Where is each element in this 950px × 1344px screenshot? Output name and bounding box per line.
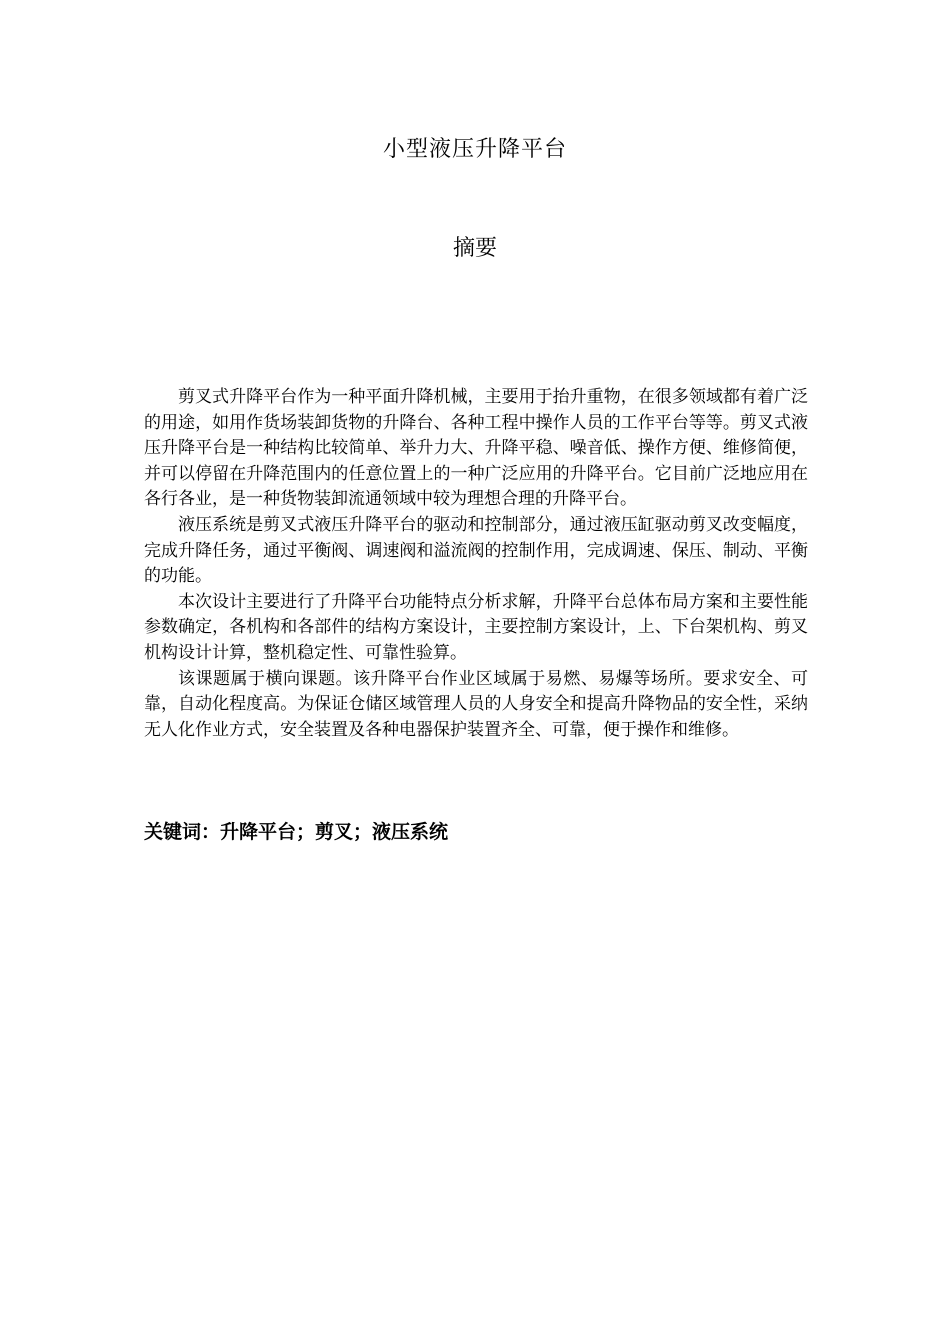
abstract-paragraph-1: 剪叉式升降平台作为一种平面升降机械，主要用于抬升重物，在很多领域都有着广泛的用途，如用作货场装卸货物的升降台、各种工程中操作人员的工作平台等等。剪叉式液压升降平台是一种结构比较简单、举升力大、升降平稳、噪音低、操作方便、维修简便，并可以停留在升降范围内的任意位置上的一种广泛应用的升降平台。它目前广泛地应用在各行各业，是一种货物装卸流通领域中较为理想合理的升降平台。 <box>144 387 808 510</box>
abstract-paragraph-4: 该课题属于横向课题。该升降平台作业区域属于易燃、易爆等场所。要求安全、可靠，自动化程度高。为保证仓储区域管理人员的人身安全和提高升降物品的安全性，采纳无人化作业方式，安全装置及各种电器保护装置齐全、可靠，便于操作和维修。 <box>144 668 808 740</box>
abstract-body <box>144 385 808 743</box>
page-title: 小型液压升降平台 <box>382 137 567 162</box>
keywords-line: 关键词：升降平台；剪叉；液压系统 <box>144 821 449 843</box>
abstract-heading: 摘要 <box>452 236 497 261</box>
abstract-paragraph-2: 液压系统是剪叉式液压升降平台的驱动和控制部分，通过液压缸驱动剪叉改变幅度，完成升降任务，通过平衡阀、调速阀和溢流阀的控制作用，完成调速、保压、制动、平衡的功能。 <box>144 514 808 587</box>
abstract-paragraph-3: 本次设计主要进行了升降平台功能特点分析求解，升降平台总体布局方案和主要性能参数确定，各机构和各部件的结构方案设计，主要控制方案设计，上、下台架机构、剪叉机构设计计算，整机稳定性、可靠性验算。 <box>144 591 808 663</box>
